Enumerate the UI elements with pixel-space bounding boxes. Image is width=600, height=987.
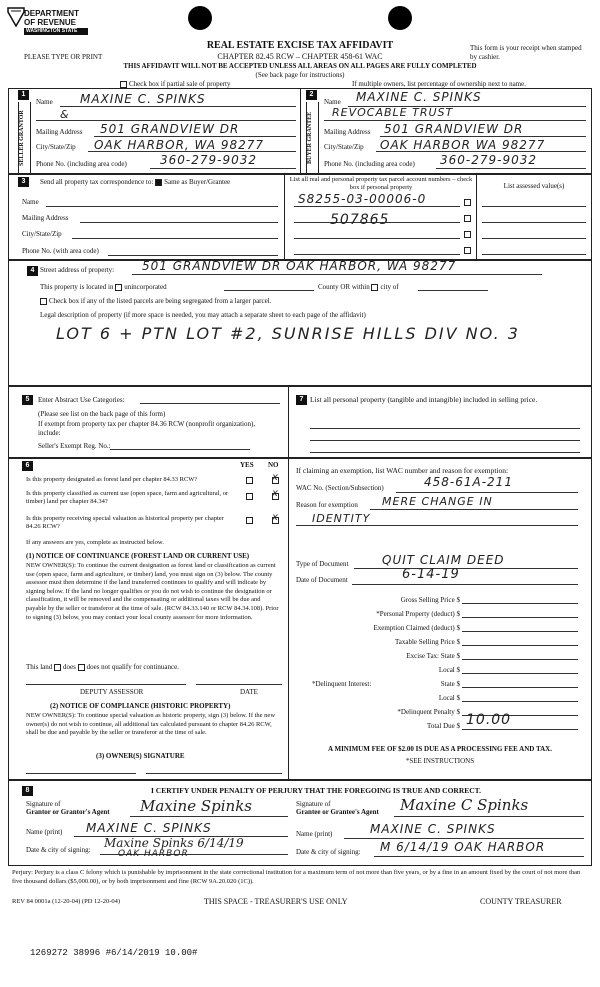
grantor-name-print[interactable]: MAXINE C. SPINKS (86, 821, 212, 835)
seller-mailing[interactable]: 501 GRANDVIEW DR (100, 122, 240, 136)
buyer-name[interactable]: MAXINE C. SPINKS (356, 90, 482, 104)
seller-phone[interactable]: 360-279-9032 (160, 153, 258, 167)
grantor-date[interactable]: Maxine Spinks 6/14/19 (104, 836, 244, 850)
assessed-header: List assessed value(s) (503, 182, 565, 190)
property-street[interactable]: 501 GRANDVIEW DR OAK HARBOR, WA 98277 (142, 259, 457, 273)
grantee-date[interactable]: M 6/14/19 OAK HARBOR (380, 840, 546, 854)
partial-sale-checkbox[interactable] (120, 81, 127, 88)
recording-stamp: 1269272 38996 #6/14/2019 10.00# (30, 948, 198, 958)
punch-hole-right (388, 6, 412, 30)
form-title: REAL ESTATE EXCISE TAX AFFIDAVIT (206, 40, 394, 51)
buyer-side-label: BUYER GRANTEE (307, 111, 313, 165)
property-location: This property is located in unincorporated (40, 283, 167, 291)
grantor-city[interactable]: OAK HARBOR (118, 849, 189, 859)
treasurer-space: THIS SPACE - TREASURER'S USE ONLY (204, 897, 348, 906)
county-treasurer: COUNTY TREASURER (480, 897, 562, 906)
q3-yes-checkbox[interactable] (246, 517, 253, 524)
seller-name-2[interactable]: & (60, 108, 70, 121)
notice1-body: NEW OWNER(S): To continue the current designation as forest land or classification as current use (open space, farm and agriculture, or timber) land, you must sign on (3) below. The county assessor must then determine if the land transferred continues to qualify and will indicate by signing below. If the land no longer qualifies or you do not wish to continue the designation or classification, it will be removed and the compensating or additional taxes will be due and payable by the seller or transferor at the time of sale. (RCW 84.33.140 or RCW 84.34.108). Prior to signing (3) below, you may contact your local county assessor for more information. (26, 562, 279, 621)
receipt-note: This form is your receipt when stamped by cashier. (470, 44, 582, 61)
parcel-number-2[interactable]: 507865 (330, 212, 390, 228)
q2-yes-checkbox[interactable] (246, 493, 253, 500)
buyer-city[interactable]: OAK HARBOR WA 98277 (380, 138, 546, 152)
wac-number[interactable]: 458-61A-211 (424, 475, 513, 489)
seller-city[interactable]: OAK HARBOR, WA 98277 (94, 138, 265, 152)
agency-line3: WASHINGTON STATE (26, 28, 78, 34)
parcel-checkbox-3[interactable] (464, 231, 471, 238)
buyer-mailing[interactable]: 501 GRANDVIEW DR (384, 122, 524, 136)
document-type[interactable]: QUIT CLAIM DEED (382, 553, 505, 567)
parcel-header: List all real and personal property tax parcel account numbers – check box if personal property (289, 176, 473, 191)
parcel-checkbox-4[interactable] (464, 247, 471, 254)
seller-name[interactable]: MAXINE C. SPINKS (80, 92, 206, 106)
same-as-buyer-checkbox[interactable] (155, 179, 162, 186)
total-due[interactable]: 10.00 (466, 712, 512, 728)
multiple-owners-note: If multiple owners, list percentage of ownership next to name. (352, 80, 526, 88)
form-warning: THIS AFFIDAVIT WILL NOT BE ACCEPTED UNLESS ALL AREAS ON ALL PAGES ARE FULLY COMPLETED (123, 62, 477, 70)
parcel-checkbox-1[interactable] (464, 199, 471, 206)
grantee-signature[interactable]: Maxine C Spinks (400, 796, 529, 814)
parcel-number-1[interactable]: S8255-03-00006-0 (298, 192, 427, 206)
continuance-choice: This land does does not qualify for continuance. (26, 663, 179, 671)
buyer-phone[interactable]: 360-279-9032 (440, 153, 538, 167)
washington-seal-icon (6, 6, 26, 28)
buyer-name-2[interactable]: REVOCABLE TRUST (332, 106, 454, 119)
type-or-print: PLEASE TYPE OR PRINT (24, 53, 103, 61)
form-revision: REV 84 0001a (12-20-04) (PD 12-20-04) (12, 898, 121, 905)
partial-sale[interactable]: Check box if partial sale of property (120, 80, 230, 88)
segregated-checkbox[interactable] (40, 298, 47, 305)
legal-description[interactable]: LOT 6 + PTN LOT #2, SUNRISE HILLS DIV NO. 3 (56, 324, 520, 343)
perjury-notice: Perjury: Perjury is a class C felony which is punishable by imprisonment in the state correctional institution for a maximum term of not more than five years, or by a fine in an amount fixed by the court of not more than five thousand dollars ($5,000.00), or by both imprisonment and fine (RCW 9A.20.020 (1C)). (12, 869, 581, 885)
parcel-checkbox-2[interactable] (464, 215, 471, 222)
see-back: (See back page for instructions) (255, 71, 345, 79)
grantor-signature[interactable]: Maxine Spinks (140, 797, 252, 815)
section-4 (8, 260, 592, 386)
does-not-checkbox[interactable] (78, 664, 85, 671)
notice2-body: NEW OWNER(S): To continue special valuation as historic property, sign (3) below. If the new owner(s) do not wish to continue, all additional tax calculated pursuant to chapter 84.26 RCW, shall be due and payable by the seller or transferor at the time of sale. (26, 712, 276, 737)
document-date[interactable]: 6-14-19 (402, 567, 460, 582)
within-city-checkbox[interactable] (371, 284, 378, 291)
q1-yes-checkbox[interactable] (246, 477, 253, 484)
does-checkbox[interactable] (54, 664, 61, 671)
agency-line1: DEPARTMENT (24, 9, 79, 18)
send-correspondence: Send all property tax correspondence to: Same as Buyer/Grantee (40, 178, 231, 186)
exemption-reason-2[interactable]: IDENTITY (312, 512, 371, 525)
form-chapter: CHAPTER 82.45 RCW – CHAPTER 458-61 WAC (217, 52, 383, 61)
exemption-reason-1[interactable]: MERE CHANGE IN (382, 495, 493, 508)
grantee-name-print[interactable]: MAXINE C. SPINKS (370, 822, 496, 836)
unincorporated-checkbox[interactable] (115, 284, 122, 291)
agency-line2: OF REVENUE (24, 18, 77, 27)
punch-hole-left (188, 6, 212, 30)
seller-side-label: SELLER GRANTOR (19, 110, 25, 166)
legal-label: Legal description of property (if more space is needed, you may attach a separate sheet to each page of the affidavit) (40, 311, 366, 319)
